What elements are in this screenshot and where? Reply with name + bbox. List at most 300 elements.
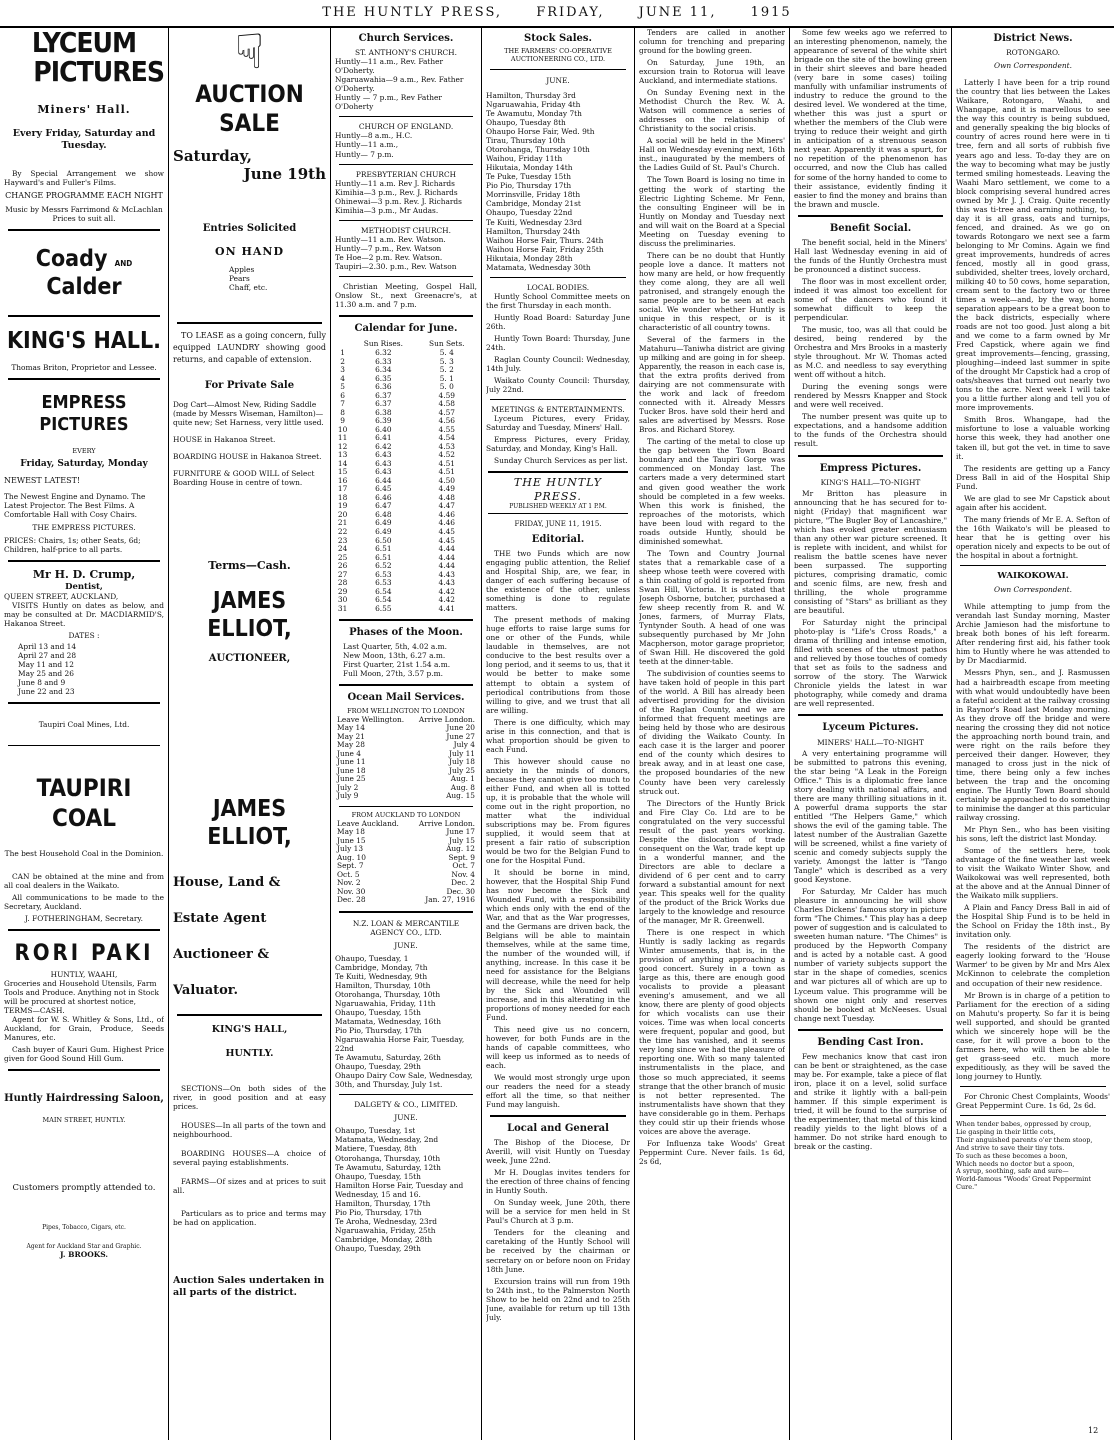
wl-row-cell: Aug. 15: [446, 791, 475, 801]
column-7-district: [956, 28, 1110, 1438]
local-body-line: Huntly School Committee meets on the first Thursday in each month.: [486, 291, 630, 310]
hair-pipes: Pipes, Tobacco, Cigars, etc.: [42, 1223, 126, 1231]
cal-row: [335, 485, 477, 494]
cal-row-cell: 1: [340, 348, 345, 358]
church-services-title: Church Services.: [358, 33, 454, 44]
cal-row-cell: 4.49: [438, 484, 455, 494]
crump-addr: QUEEN STREET, AUCKLAND,: [4, 591, 119, 601]
coe-heading: CHURCH OF ENGLAND.: [358, 122, 454, 132]
crump-date: June 8 and 9: [18, 678, 66, 688]
cal-row-cell: 6.33: [375, 356, 392, 366]
cal-row-cell: 4.46: [438, 509, 455, 519]
al-row-cell: Aug. 12: [446, 844, 475, 854]
cal-row-cell: 15: [337, 467, 348, 477]
moon-line: First Quarter, 21st 1.54 a.m.: [343, 660, 451, 670]
al-table: [335, 820, 477, 905]
paragraph: The subdivision of counties seems to have taken hold of people in this part of the world. A Bill has already been advertised providing for the division of the Raglan County, and we are informed that frequent meetings are being held by those who are desirous of dividing the Waikato County. In each case it is the larger and poorer end of the county which desires to break away, and in at least one case, the proposed boundaries of the new County have been very carelessly struck out.: [639, 669, 785, 796]
calendar-title: Calendar for June.: [354, 322, 458, 334]
moon-line: Last Quarter, 5th, 4.02 a.m.: [343, 642, 447, 652]
stock-june: JUNE.: [546, 76, 570, 86]
cal-row-cell: 6.42: [375, 441, 392, 451]
editorial-body: [486, 549, 630, 1109]
al-row-cell: June 17: [446, 827, 475, 837]
cal-row: [335, 545, 477, 554]
sale-line: Otorohanga, Thursday 10th: [486, 145, 590, 155]
lyceum-hall: Miners' Hall.: [37, 102, 131, 116]
lyceum-pictures-sub: MINERS' HALL—TO-NIGHT: [817, 737, 924, 747]
sale-line: Te Awamutu, Saturday, 26th: [335, 1053, 441, 1063]
cal-row-cell: 25: [337, 552, 348, 562]
cal-row-cell: 6.41: [375, 433, 392, 443]
al-row-cell: Nov. 2: [337, 878, 361, 888]
sale-line: Hikutaia, Monday 14th: [486, 163, 573, 173]
cal-row: [335, 451, 477, 460]
wl-row-cell: May 21: [337, 731, 365, 741]
cal-row-cell: 6.39: [375, 416, 392, 426]
paragraph: This need give us no concern, however, for both Funds are in the hands of capable committees, who will keep us informed as to needs of each.: [486, 1024, 630, 1070]
cal-row: [335, 434, 477, 443]
al-row-cell: Dec. 2: [451, 878, 475, 888]
service-line: Taupiri—2.30. p.m., Rev. Watson: [335, 261, 457, 271]
paragraph: The number present was quite up to expectations, and a handsome addition to the funds of the Orchestra should result.: [794, 412, 947, 449]
sale-line: Ohaupo, Tuesday, 29th: [335, 1062, 421, 1072]
local-body-line: Waikato County Council: Thursday, July 22nd.: [486, 375, 630, 394]
cal-row-cell: 20: [337, 509, 348, 519]
cal-row-cell: 6.49: [375, 526, 392, 536]
paragraph: A very entertaining programme will be submitted to patrons this evening, the star being "A Leak in the Foreign Office." This is a diplomatic free lance story dealing with national affairs, and there are many thrilling situations in it. A powerful drama supports the star entitled "The Helpers Game," which shows the evil of the gaming table. The latest number of the Australian Gazette will be screened, whilst a fine variety of scenic and comedy subjects supply the variety. Amongst the latter is "Tango Tangle" which is described as a very good Keystone.: [794, 748, 947, 885]
nz-loan-title: N.Z. LOAN & MERCANTILE AGENCY CO., LTD.: [352, 918, 460, 937]
sale-line: Ohaupo, Tuesday, 1: [335, 953, 409, 963]
house-land: House, Land &: [173, 875, 281, 890]
presbyterian-heading: PRESBYTERIAN CHURCH: [355, 169, 457, 179]
cal-row-cell: 6.38: [375, 407, 392, 417]
cal-row-cell: 4.54: [438, 433, 455, 443]
cal-row-cell: 6.49: [375, 518, 392, 528]
st-anthony-list: [335, 57, 477, 111]
sale-line: Waihou, Friday 11th: [486, 154, 563, 164]
column-6-news: [794, 28, 947, 1438]
houses-notice: HOUSES—In all parts of the town and neighbourhood.: [173, 1120, 326, 1139]
cal-row-cell: 4.48: [438, 492, 455, 502]
paragraph: The music, too, was all that could be desired, being rendered by the Orchestra and Mrs Brooks in a masterly style throughout. Mr W. Thomas acted as M.C. and needless to say everything went off without a hitch.: [794, 325, 947, 380]
al-row-cell: Aug. 10: [337, 852, 366, 862]
sale-line: Tirau, Thursday 10th: [486, 136, 566, 146]
paragraph: The floor was in most excellent order, indeed it was almost too excellent for some of the dancers who found it somewhat difficult to keep the perpendicular.: [794, 276, 947, 323]
crump-date: April 13 and 14: [18, 642, 77, 652]
hair-addr: MAIN STREET, HUNTLY.: [42, 1116, 126, 1125]
cal-row: [335, 596, 477, 605]
local-general-title: Local and General: [507, 1122, 609, 1134]
cal-row: [335, 477, 477, 486]
local-general-body: [486, 1138, 630, 1322]
cal-row-cell: 4.47: [438, 501, 455, 511]
cal-row: [335, 502, 477, 511]
paragraph: Smith Bros. Whangape, had the misfortune to lose a valuable working horse this week, they had another one taken ill, but got the vet. in time to save it.: [956, 415, 1110, 461]
local-bodies-list: [486, 292, 630, 394]
al-row-cell: Jan. 27, 1916: [425, 895, 475, 905]
service-line: Huntly—11 a.m., Rev. Father O'Doherty.: [335, 57, 444, 76]
crump-date: June 22 and 23: [18, 687, 75, 697]
local-body-line: Huntly Road Board: Saturday June 26th.: [486, 312, 630, 331]
service-line: Huntly—11 a.m.,: [335, 140, 399, 150]
paragraph: Mr Britton has pleasure in announcing that he has secured for to-night (Friday) that magnificent war picture, "The Bugler Boy of Lancashire," which has evoked greater enthusiasm than any other war picture screened. It is replete with incident, and whilst for realism the battle scenes have never been surpassed. The supporting pictures, comprising dramatic, comic and scenic films, are new, fresh and thrilling, the whole programme consisting of "Stars" as brilliant as they are beautiful.: [794, 488, 947, 616]
huntly-label: HUNTLY.: [225, 1048, 274, 1060]
paragraph: Messrs Phyn, sen., and J. Rasmussen had a hairbreadth escape from meeting with what would undoubtedly have been a fateful accident at the railway crossing in Raynor's Road last Monday morning. As they drove off the bridge and were nearing the crossing they did not notice the approaching north bound train, and were right on the rails before they perceived their danger. However, they managed to cross just in the nick of time, there being only a few inches between the trap and the oncoming engine. The Huntly Town Board should certainly be approached to do something to minimise the danger at this particular railway crossing.: [956, 668, 1110, 822]
sale-line: Hikutaia, Monday 28th: [486, 253, 573, 263]
sale-line: Ohaupo, Tuesday, 15th: [335, 1008, 421, 1018]
column-1-ads: [4, 28, 164, 1438]
cal-row-cell: 4.56: [438, 416, 455, 426]
james-elliot-1: JAMES ELLIOT,: [207, 587, 292, 642]
service-line: Huntly— 7 p.m.: [335, 149, 394, 159]
empress-title: EMPRESS PICTURES: [39, 392, 129, 436]
al-row-cell: Oct. 5: [337, 869, 360, 879]
cal-row-cell: 4.44: [438, 561, 455, 571]
hair-name: J. BROOKS.: [59, 1250, 109, 1260]
paragraph: There is one respect in which Huntly is sadly lacking as regards Winter amusements, that is, in the provision of anything approaching a good concert. Surely in a town as large as this, there are enough good vocalists to provide a pleasant evening's amusement, and we all know, there are plenty of good objects for which vocalists can use their voices. Time was when local concerts were frequent, popular and good, but the time has vanished, and it seems very long since we had the pleasure of reporting one. With so many talented instrumentalists in the place, and those so much appreciated, it seems strange that the other branch of music is not better represented. The instrumentalists have shown that they have considerable go in them. Perhaps they could stir up their friends whose voices are above the average.: [639, 928, 785, 1136]
press-sub: PUBLISHED WEEKLY AT 1 P.M.: [509, 503, 607, 511]
stock-sales-title: Stock Sales.: [524, 33, 592, 44]
moon-line: New Moon, 13th, 6.27 a.m.: [343, 651, 446, 661]
on-hand-item: Chaff, etc.: [229, 282, 268, 292]
sale-line: Ohaupo, Tuesday 8th: [486, 118, 566, 128]
poem-line: Which needs no doctor but a spoon,: [956, 1159, 1075, 1168]
rotongaro-heading: ROTONGARO.: [1006, 48, 1060, 58]
sale-line: Morrinsville, Friday 18th: [486, 190, 581, 200]
paragraph: On Sunday week, June 20th, there will be a service for men held in St Paul's Church at 3 p.m.: [486, 1198, 630, 1226]
wl-row-cell: July 25: [448, 765, 475, 775]
sale-line: Ngaruawahia, Friday, 25th: [335, 1225, 436, 1235]
al-row: [335, 896, 477, 905]
crump-title: Mr H. D. Crump,: [32, 568, 136, 582]
peppermint-poem: [956, 1121, 1110, 1192]
particulars-notice: Particulars as to price and terms may be had on application.: [173, 1208, 326, 1227]
al-head: Leave Auckland.: [337, 818, 399, 828]
rori-title: RORI PAKI: [14, 940, 154, 966]
cal-row-cell: 5. 3: [439, 356, 454, 366]
column-rule: [951, 28, 952, 1440]
cal-row-cell: 4.58: [438, 399, 455, 409]
moon-title: Phases of the Moon.: [349, 627, 463, 639]
paragraph: The many friends of Mr E. A. Sefton of the 16th Waikato's will be pleased to hear that he is getting over his operation nicely and expects to be out of the hospital in about a fortnight.: [956, 514, 1110, 560]
cal-row: [335, 409, 477, 418]
paragraph: Tenders for the cleaning and caretaking of the Huntly School will be received by the chairman or secretary on or before noon on Friday 18th June.: [486, 1228, 630, 1274]
sale-line: Otorohanga, Thursday, 10th: [335, 990, 441, 1000]
sale-line: Ngaruawahia, Friday 4th: [486, 100, 581, 110]
cal-row-cell: 5: [340, 382, 345, 392]
paragraph: We would most strongly urge upon our readers the need for a steady effort all the time, so that neither Fund may languish.: [486, 1072, 630, 1109]
cal-row-cell: 6.47: [375, 501, 392, 511]
paragraph: The Directors of the Huntly Brick and Fire Clay Co. Ltd are to be congratulated on the very successful result of the past years working. Despite the dislocation of trade consequent on the War, trade kept up in a wonderful manner, and the Directors are able to declare a dividend of 6 per cent and to carry forward a substantial amount for next year. This speaks well for the quality of the product of the Brick Works due largely to the knowledge and resource of the manager, Mr R. Greenwell.: [639, 798, 785, 925]
cal-row-cell: 6.40: [375, 424, 392, 434]
paragraph: The benefit social, held in the Miners' Hall last Wednesday evening in aid of the funds of the Huntly Orchestra must be pronounced a distinct success.: [794, 237, 947, 274]
cal-row: [335, 349, 477, 358]
wl-row-cell: June 25: [337, 774, 366, 784]
sale-line: Ngaruawahia Horse Fair, Tuesday, 22nd: [335, 1035, 465, 1054]
al-row-cell: Dec. 28: [337, 895, 366, 905]
sale-line: Matamata, Wednesday, 2nd: [335, 1135, 439, 1145]
cal-row-cell: 28: [337, 578, 348, 588]
dalgety-list: [335, 1126, 477, 1252]
crump-body: VISITS Huntly on dates as below, and may be consulted at Dr. MACDIARMID'S, Hakanoa Street.: [4, 600, 164, 628]
al-row-cell: June 15: [337, 835, 366, 845]
poem-line: Their anguished parents o'er them stoop,: [956, 1135, 1093, 1144]
cal-row-cell: 24: [337, 544, 348, 554]
lease-notice: TO LEASE as a going concern, fully equipped LAUNDRY showing good returns, and capable of extension.: [173, 330, 326, 364]
wl-row-cell: June 11: [337, 757, 366, 767]
sale-line: Te Kuiti, Wednesday, 9th: [335, 971, 428, 981]
cal-row-cell: 6.36: [375, 382, 392, 392]
presbyterian-list: [335, 179, 477, 215]
rotongaro-body: [956, 78, 1110, 560]
rori-agent: Agent for W. S. Whitley & Sons, Ltd., of Auckland, for Grain, Produce, Seeds Manures, etc.: [4, 1014, 164, 1043]
taupiri-company: Taupiri Coal Mines, Ltd.: [38, 720, 130, 730]
cal-row: [335, 417, 477, 426]
cal-row-cell: 7: [340, 399, 345, 409]
paragraph: Mr Phyn Sen., who has been visiting his sons, left the district last Monday.: [956, 825, 1110, 844]
paragraph: THE two Funds which are now engaging public attention, the Relief and Hospital Ship, are, we fear, in danger of each suffering because of the existence of the other, unless something is done to regulate matters.: [486, 549, 630, 613]
cal-row-cell: 4.41: [438, 603, 455, 613]
paragraph: Latterly I have been for a trip round the country that lies between the Lakes Waikare, Rotongaro, Waahi, and Whangape, and it is marvellous to see the way this country is being subdued, and generally speaking the big blocks of country of acres round here were in ti tree, fern and all sorts of rubbish five years ago and less. To-day they are on the way to becoming what may be justly termed smiling homesteads. Leaving the Waahi Maro settlement, we come to a block comprising several hundred acres owned by Mr J. J. Craig. Quite recently this was ti-tree and earning nothing, to-day it is all grass, oats and turnips, fenced, and drained. As we go on towards Rotongaro we next see a farm belonging to Mr Comins. Again we find great improvements, hundreds of acres fenced, mostly all in good grass, subdivided, shelter trees, lovely orchard, milking 40 to 50 cows, home separation, cream sent to the factory two or three times a week—and, by the way, home separation appears to be a great boon to the back districts, especially where roads are not too good. Just along a bit and we come to a farm owned by Mr Fred Capstick, where again we find great improvements—fencing, grassing, ploughing—indeed last summer in spite of the drought Mr Capstick had a crop of oats/sheaves that turned out nearly two tons to the acre. Next week I will take you a little further along and tell you of more improvements.: [956, 78, 1110, 413]
al-title: FROM AUCKLAND TO LONDON: [351, 810, 461, 819]
cal-row-cell: 6.32: [375, 348, 392, 358]
lyceum-days: Every Friday, Saturday and Tuesday.: [12, 128, 156, 151]
wl-head: Arrive London.: [418, 714, 475, 724]
service-line: Huntly—11 a.m. Rev J. Richards: [335, 178, 455, 188]
wl-row-cell: July 11: [448, 748, 475, 758]
estate-agent: Estate Agent: [173, 910, 267, 926]
cal-row-cell: 4.53: [438, 441, 455, 451]
empress-every: EVERY: [72, 447, 96, 456]
waikokowai-body: [956, 602, 1110, 1081]
private-sale-title: For Private Sale: [204, 379, 295, 391]
cal-head: Sun Rises.: [363, 339, 403, 349]
wl-row-cell: June 18: [337, 765, 366, 775]
poem-line: When tender babes, oppressed by croup,: [956, 1119, 1092, 1128]
cal-row-cell: 11: [337, 433, 348, 443]
paragraph: The Bishop of the Diocese, Dr Averill, will visit Huntly on Tuesday week, June 22nd.: [486, 1138, 630, 1166]
cal-row-cell: 6.37: [375, 399, 392, 409]
coady-calder-ad: [4, 245, 164, 301]
wl-row-cell: June 27: [446, 731, 475, 741]
sale-line: Ohaupo Dairy Cow Sale, Wednesday, 30th, and Thursday, July 1st.: [335, 1071, 473, 1090]
kings-hall-label: KING'S HALL,: [211, 1024, 288, 1036]
paragraph: For Saturday, Mr Calder has much pleasure in announcing he will show Charles Dickens' famous story in picture form "The Chimes." This play has a deep power of suggestion and is calculated to sweeten human nature. "The Chimes" is produced by the Hepworth Company and is acted by a notable cast. A good number of variety subjects support the star in the shape of comedies, scenics and war pictures all of which are up to Lyceum value. This programme will be shown one night only and reserves should be booked at McNeeses. Usual change next Tuesday.: [794, 887, 947, 1023]
cal-row-cell: 6.48: [375, 509, 392, 519]
empress-newest: NEWEST LATEST!: [4, 476, 81, 486]
press-date: FRIDAY, JUNE 11, 1915.: [514, 520, 602, 529]
on-hand-item: Apples: [229, 264, 255, 274]
lyceum-title-2: PICTURES: [33, 55, 164, 89]
valuator: Valuator.: [173, 982, 238, 998]
cal-row-cell: 4.51: [438, 458, 455, 468]
sale-line: Pio Pio, Thursday, 17th: [335, 1207, 422, 1217]
coady-name: Coady: [35, 246, 108, 273]
sale-line: Ohaupo, Tuesday, 1st: [335, 1126, 416, 1136]
al-row-cell: Oct. 7: [452, 861, 475, 871]
masthead-paper: THE HUNTLY PRESS,: [322, 5, 503, 20]
james-elliot-2: JAMES ELLIOT,: [207, 795, 292, 850]
farms-notice: FARMS—Of sizes and at prices to suit all.: [173, 1176, 326, 1195]
paragraph: We are glad to see Mr Capstick about again after his accident.: [956, 493, 1110, 512]
farmers-co-op: THE FARMERS' CO-OPERATIVE AUCTIONEERING CO., LTD.: [504, 47, 612, 64]
cal-row-cell: 8: [340, 407, 345, 417]
al-row-cell: May 18: [337, 827, 365, 837]
taupiri-sec: J. FOTHERINGHAM, Secretary.: [25, 913, 143, 923]
cal-row-cell: 6.35: [375, 373, 392, 383]
hair-customers: Customers promptly attended to.: [12, 1183, 156, 1194]
sale-line: Matamata, Wednesday 30th: [486, 262, 591, 272]
page-number: 12: [1088, 1426, 1099, 1435]
cal-row-cell: 4.44: [438, 544, 455, 554]
cal-row: [335, 494, 477, 503]
cal-row-cell: 6.45: [375, 484, 392, 494]
st-anthony-heading: ST. ANTHONY'S CHURCH.: [355, 48, 457, 58]
paragraph: On Saturday, June 19th, an excursion train to Rotorua will leave Auckland, and intermediate stations.: [639, 58, 785, 86]
paragraph: Several of the farmers in the Matahuru—Taniwha district are giving up milking and are going in for sheep. Apparently, the reason in each case is, that the extra profits derived from dairying are not commensurate with the work and lack of freedom connected with it. Already Messrs Tucker Bros. have sold their herd and sales are advertised by Messrs. Rose Bros. and Richard Storey.: [639, 335, 785, 435]
cal-row-cell: 16: [337, 475, 348, 485]
column-rule: [168, 28, 169, 1440]
poem-line: A syrup, soothing, safe and sure—: [956, 1167, 1069, 1176]
masthead-date: JUNE 11,: [638, 5, 717, 20]
private-sale-body: Dog Cart—Almost New, Riding Saddle (made by Messrs Wiseman, Hamilton)—quite new; Set Harness, very little used.: [173, 400, 324, 428]
paragraph: For Influenza take Woods' Great Peppermint Cure. Never fails. 1s 6d, 2s 6d,: [639, 1138, 785, 1166]
local-body-line: Huntly Town Board: Thursday, June 24th.: [486, 333, 630, 352]
wl-row-cell: May 14: [337, 723, 365, 733]
wl-row-cell: Aug. 1: [450, 774, 475, 784]
crump-date: May 11 and 12: [18, 660, 74, 670]
bending-cast-iron-title: Bending Cast Iron.: [817, 1036, 924, 1048]
cal-row-cell: 4.55: [438, 424, 455, 434]
wl-title: FROM WELLINGTON TO LONDON: [347, 706, 465, 715]
cal-row-cell: 10: [337, 424, 348, 434]
crump-sub: Dentist,: [65, 581, 103, 592]
bowling-note: [794, 28, 947, 209]
waikokowai-heading: WAIKOKOWAI.: [997, 570, 1069, 581]
cal-row: [335, 383, 477, 392]
cal-row-cell: 6.43: [375, 467, 392, 477]
wl-row-cell: Aug. 8: [450, 782, 475, 792]
cal-row: [335, 554, 477, 563]
paragraph: Excursion trains will run from 19th to 24th inst., to the Palmerston North Show to be held on 22nd and to 25th June, available for return up till 13th July.: [486, 1276, 630, 1322]
wl-row-cell: June 4: [337, 748, 361, 758]
poem-line: World-famous "Woods' Great Peppermint Cure.": [956, 1175, 1091, 1192]
rori-addr: HUNTLY, WAAHI,: [50, 969, 118, 979]
kings-hall-body: Thomas Briton, Proprietor and Lessee.: [11, 363, 157, 373]
sale-line: Matamata, Wednesday, 16th: [335, 1017, 442, 1027]
sale-line: Cambridge, Monday, 28th: [335, 1234, 433, 1244]
sale-line: Ohaupo Horse Fair, Wed. 9th: [486, 127, 595, 137]
sale-line: Te Kuiti, Wednesday 23rd: [486, 217, 582, 227]
paragraph: There is one difficulty, which may arise in this connection, and that is what proportion should be given to each Fund.: [486, 717, 630, 754]
paragraph: It should be borne in mind, however, that the Hospital Ship Fund has now become the Sick and Wounded Fund, with a responsibility which ends only with the end of the War, and that as the War progresses, and the Germans are driven back, the Belgians will be able to maintain themselves, while at the same time, the number of the wounded will, if anything, increase. In this case it be need for assistance for the Belgians will decrease, while the need for help by the Sick and Wounded will increase, and in this alterating in the proportions of money needed for each Fund.: [486, 868, 630, 1022]
empress-days: Friday, Saturday, Monday: [20, 459, 148, 470]
crump-date: April 27 and 28: [18, 651, 77, 661]
cal-row-cell: 22: [337, 526, 348, 536]
sale-line: Waihou Horse Fair, Friday 25th: [486, 244, 604, 254]
paragraph: Tenders are called in another column for trenching and preparing ground for the bowling green.: [639, 28, 785, 56]
cal-row-cell: 5. 0: [439, 382, 454, 392]
cal-row-cell: 18: [337, 492, 348, 502]
cal-row: [335, 605, 477, 614]
cal-row-cell: 6.53: [375, 578, 392, 588]
cal-row-cell: 19: [337, 501, 348, 511]
cal-row-cell: 30: [337, 595, 348, 605]
sale-line: Pio Pio, Thursday 17th: [486, 181, 572, 191]
cal-row-cell: 29: [337, 586, 348, 596]
local-body-line: Raglan County Council: Wednesday, 14th July.: [486, 354, 630, 373]
al-row-cell: July 15: [448, 835, 475, 845]
benefit-social-body: [794, 238, 947, 449]
own-correspondent: Own Correspondent.: [994, 61, 1072, 71]
cal-row: [335, 460, 477, 469]
local-bodies-title: LOCAL BODIES.: [526, 282, 590, 292]
al-row-cell: Nov. 4: [451, 869, 475, 879]
nz-june: JUNE.: [394, 940, 418, 950]
wl-table: [335, 716, 477, 801]
cal-row: [335, 400, 477, 409]
cal-row-cell: 5. 4: [439, 348, 454, 358]
sale-line: Te Awamutu, Monday 7th: [486, 109, 582, 119]
wl-row-cell: June 20: [446, 723, 475, 733]
paragraph: A Plain and Fancy Dress Ball in aid of the Hospital Ship Fund is to be held in the School on Friday the 18th inst., By invitation only.: [956, 903, 1110, 940]
cal-row: [335, 426, 477, 435]
cal-row-cell: 4.43: [438, 569, 455, 579]
wl-row-cell: May 28: [337, 740, 365, 750]
taupiri-sub: The best Household Coal in the Dominion.: [4, 848, 164, 858]
cal-row: [335, 366, 477, 375]
auction-sales-notice: Auction Sales undertaken in all parts of the district.: [173, 1274, 325, 1298]
cal-row-cell: 4.46: [438, 518, 455, 528]
sale-line: Matiere, Tuesday, 8th: [335, 1144, 417, 1154]
paragraph: Mr Brown is in charge of a petition to Parliament for the erection of a siding on Mahutu's property. So far it is being well supported, and should be granted which we sincerely hope will be the case, for it will prove a boon to the farmers here, who will then be able to get grass-seed etc. much more expeditiously, as they will be saved the long journey to Huntly.: [956, 990, 1110, 1081]
calder-name: Calder: [46, 274, 122, 301]
taupiri-body: CAN be obtained at the mine and from all coal dealers in the Waikato.: [4, 871, 164, 890]
cal-row-cell: 26: [337, 561, 348, 571]
masthead-day: FRIDAY,: [536, 5, 605, 20]
meeting-line: Sunday Church Services as per list.: [494, 456, 628, 466]
column-rule: [789, 28, 790, 1440]
al-row-cell: Dec. 30: [446, 886, 475, 896]
auction-date: June 19th: [243, 164, 326, 183]
empress-name: THE EMPRESS PICTURES.: [32, 523, 136, 533]
cal-row-cell: 6.51: [375, 544, 392, 554]
hair-agent: Agent for Auckland Star and Graphic.: [26, 1242, 142, 1250]
service-line: Ohinewai—3 p.m. Rev. J. Richards: [335, 196, 462, 206]
christian-meeting: Christian Meeting, Gospel Hall, Onslow St., next Greenacre's, at 11.30 a.m. and 7 p.m.: [335, 281, 477, 309]
cal-head: Sun Sets.: [429, 339, 465, 349]
cal-row-cell: 4.50: [438, 475, 455, 485]
cal-row-cell: 6.51: [375, 552, 392, 562]
cal-row-cell: 6.55: [375, 603, 392, 613]
sale-line: Ohaupo, Tuesday, 29th: [335, 1243, 421, 1253]
service-line: Kimihia—3 p.m., Mr Audas.: [335, 205, 439, 215]
lyceum-music: Music by Messrs Farrimond & McLachlan Prices to suit all.: [5, 205, 163, 224]
wl-row: [335, 792, 477, 801]
cal-row-cell: 31: [337, 603, 348, 613]
service-line: Huntly—7 p.m., Rev. Watson: [335, 243, 442, 253]
rori-gum: Cash buyer of Kauri Gum. Highest Price given for Good Sound Hill Gum.: [4, 1045, 164, 1064]
wl-row-cell: July 9: [337, 791, 359, 801]
pointing-hand-icon: ☟: [234, 28, 265, 80]
dalgety-june: JUNE.: [394, 1113, 418, 1123]
cal-row-cell: 6.53: [375, 569, 392, 579]
paragraph: A social will be held in the Miners' Hall on Wednesday evening next, 16th inst., inaugurated by the members of the Ladies Guild of St. Paul's Church.: [639, 136, 785, 173]
cal-row-cell: 6.54: [375, 595, 392, 605]
hair-title: Huntly Hairdressing Saloon,: [4, 1093, 164, 1105]
service-line: Te Hoe—2 p.m. Rev. Watson.: [335, 252, 443, 262]
cal-row-cell: 4.44: [438, 552, 455, 562]
